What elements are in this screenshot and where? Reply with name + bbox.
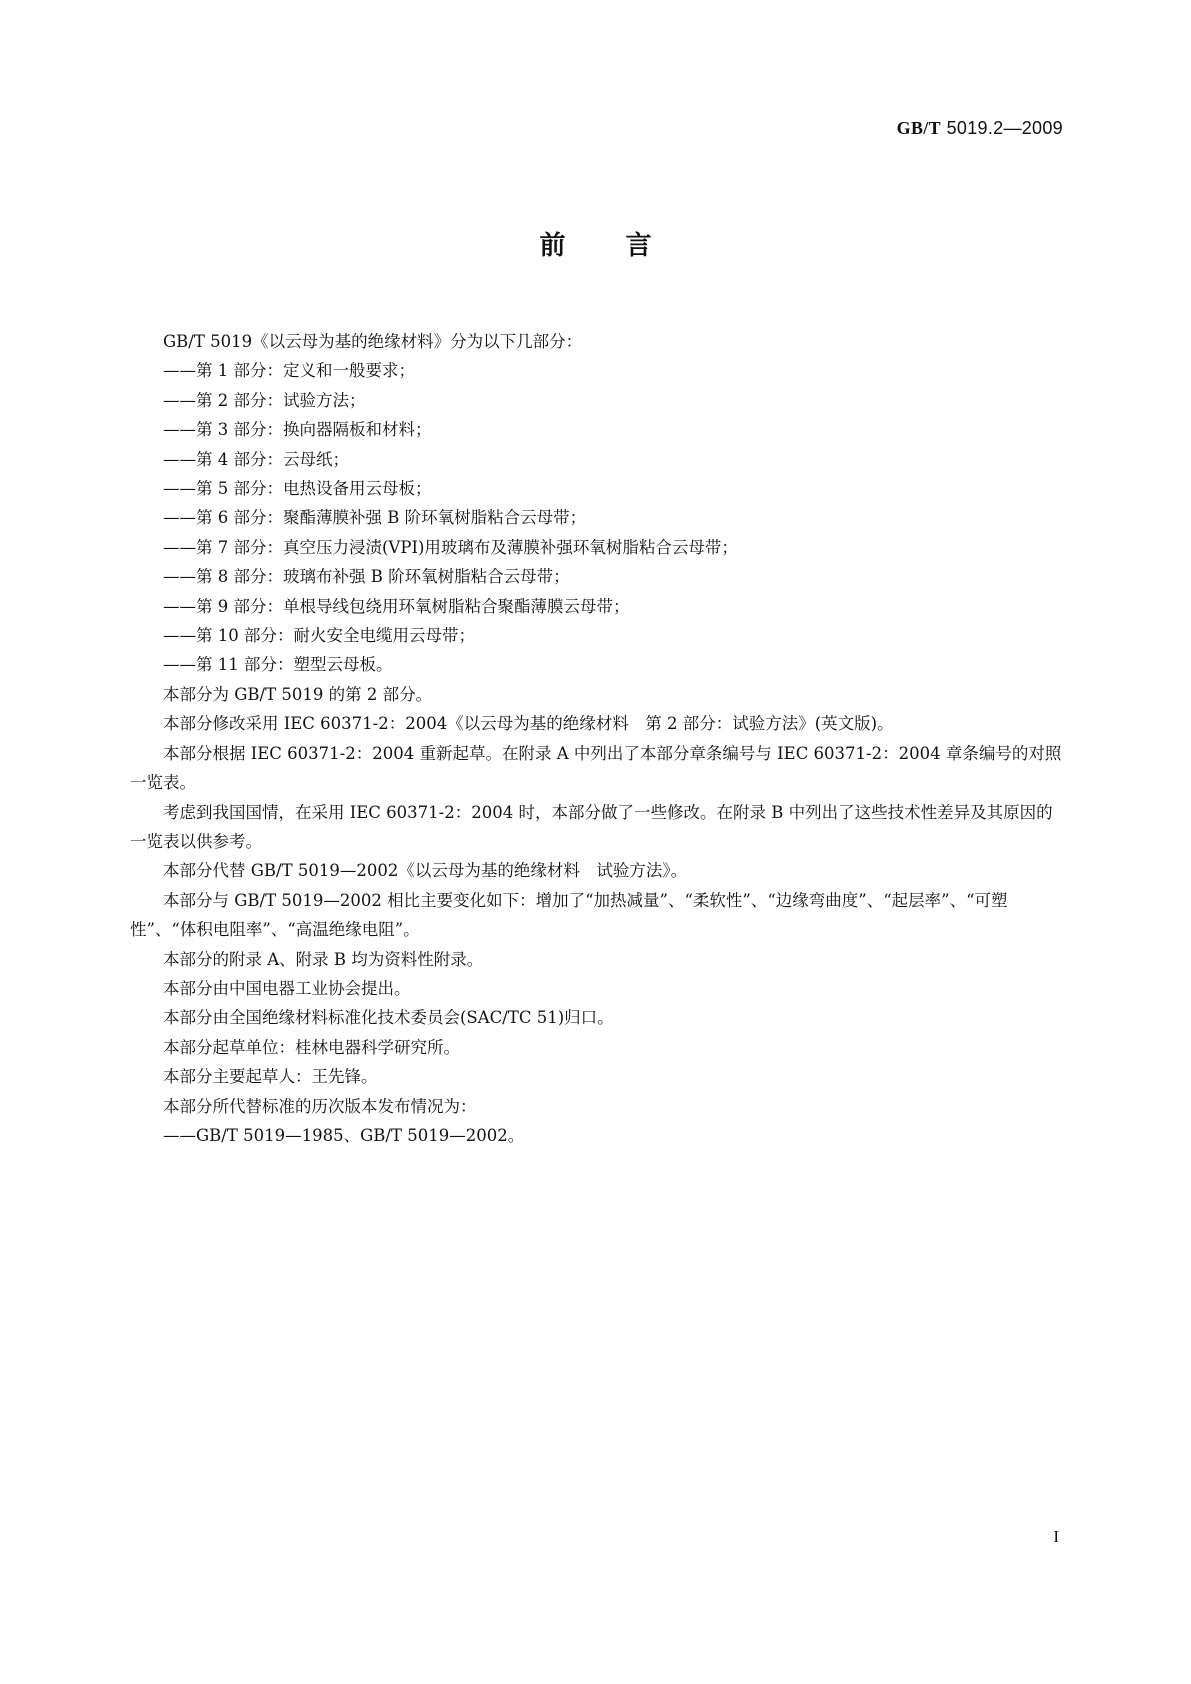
part-list-item: ——第 10 部分：耐火安全电缆用云母带； (163, 626, 475, 646)
part-list-item: ——第 2 部分：试验方法； (163, 390, 366, 410)
paragraph: 本部分由中国电器工业协会提出。 (163, 978, 411, 998)
paragraph: 本部分修改采用 IEC 60371-2：2004《以云母为基的绝缘材料 第 2 部分：试验方法》(英文版)。 (163, 714, 894, 734)
part-list-item: ——第 1 部分：定义和一般要求； (163, 361, 415, 381)
standard-prefix: GB/T (896, 118, 941, 138)
paragraph: 本部分由全国绝缘材料标准化技术委员会(SAC/TC 51)归口。 (163, 1008, 614, 1028)
paragraph: 本部分所代替标准的历次版本发布情况为： (163, 1096, 477, 1116)
history-list-item: ——GB/T 5019—1985、GB/T 5019—2002。 (163, 1125, 525, 1145)
part-list-item: ——第 3 部分：换向器隔板和材料； (163, 420, 432, 440)
page-number: I (1053, 1527, 1059, 1546)
paragraph: 本部分主要起草人：王先锋。 (163, 1067, 378, 1087)
foreword-body (130, 327, 1065, 1150)
title-char-1: 前 (539, 231, 566, 261)
paragraph: 本部分为 GB/T 5019 的第 2 部分。 (163, 684, 433, 704)
paragraph: 本部分起草单位：桂林电器科学研究所。 (163, 1037, 460, 1057)
standard-code (897, 118, 1063, 139)
part-list-item: ——第 7 部分：真空压力浸渍(VPI)用玻璃布及薄膜补强环氧树脂粘合云母带； (163, 537, 738, 557)
part-list-item: ——第 8 部分：玻璃布补强 B 阶环氧树脂粘合云母带； (163, 567, 570, 587)
paragraph: 本部分的附录 A、附录 B 均为资料性附录。 (163, 949, 484, 969)
page-title (0, 225, 1191, 262)
part-list-item: ——第 9 部分：单根导线包绕用环氧树脂粘合聚酯薄膜云母带； (163, 596, 630, 616)
part-list-item: ——第 11 部分：塑型云母板。 (163, 655, 393, 675)
intro-paragraph: GB/T 5019《以云母为基的绝缘材料》分为以下几部分： (163, 332, 583, 351)
title-char-2: 言 (625, 231, 652, 261)
paragraph: 考虑到我国国情，在采用 IEC 60371-2：2004 时，本部分做了一些修改。在附录 B 中列出了这些技术性差异及其原因的一览表以供参考。 (130, 802, 1053, 851)
paragraph: 本部分与 GB/T 5019—2002 相比主要变化如下：增加了“加热减量”、“柔软性”、“边缘弯曲度”、“起层率”、“可塑性”、“体积电阻率”、“高温绝缘电阻”。 (130, 890, 1008, 940)
part-list-item: ——第 4 部分：云母纸； (163, 449, 349, 469)
part-list-item: ——第 5 部分：电热设备用云母板； (163, 479, 432, 499)
part-list-item: ——第 6 部分：聚酯薄膜补强 B 阶环氧树脂粘合云母带； (163, 508, 587, 528)
standard-number: 5019.2—2009 (946, 118, 1063, 138)
paragraph: 本部分根据 IEC 60371-2：2004 重新起草。在附录 A 中列出了本部分章条编号与 IEC 60371-2：2004 章条编号的对照一览表。 (130, 743, 1062, 793)
paragraph: 本部分代替 GB/T 5019—2002《以云母为基的绝缘材料 试验方法》。 (163, 861, 688, 881)
